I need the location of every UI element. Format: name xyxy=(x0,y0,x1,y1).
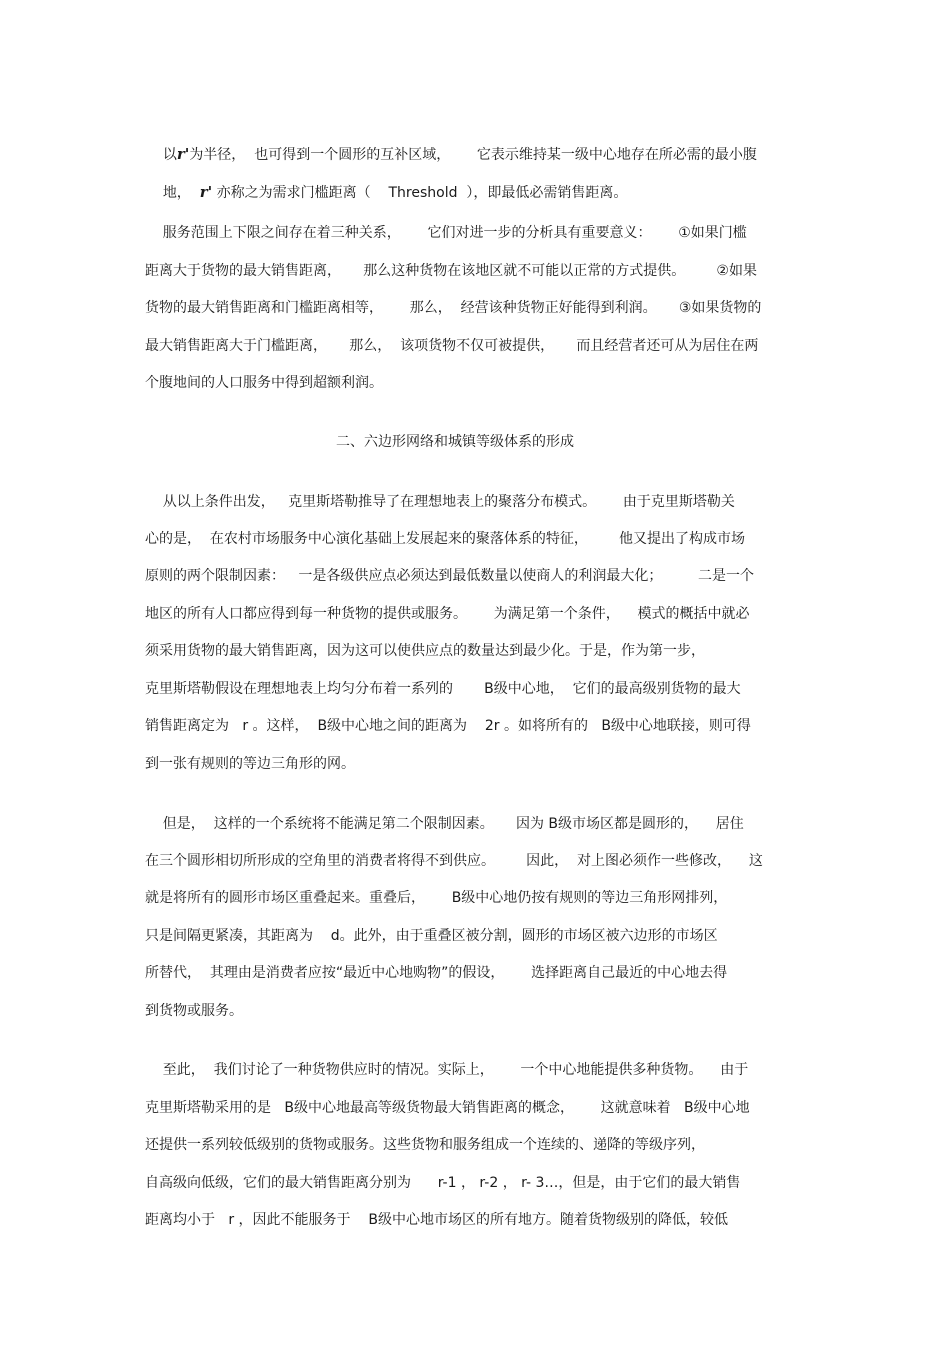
text-line: 克里斯塔勒采用的是 B级中心地最高等级货物最大销售距离的概念， 这就意味着 B级中心地 xyxy=(145,1100,750,1116)
text-line: 到货物或服务。 xyxy=(145,1003,243,1019)
text-line: 还提供一系列较低级别的货物或服务。这些货物和服务组成一个连续的、递降的等级序列， xyxy=(145,1137,705,1153)
text-line: 心的是， 在农村市场服务中心演化基础上发展起来的聚落体系的特征， 他又提出了构成市场 xyxy=(145,531,746,547)
text-line: 就是将所有的圆形市场区重叠起来。重叠后， B级中心地仍按有规则的等边三角形网排列， xyxy=(145,890,728,906)
text-line: 到一张有规则的等边三角形的网。 xyxy=(145,756,355,772)
text-line: 只是间隔更紧凑，其距离为 d。此外，由于重叠区被分割，圆形的市场区被六边形的市场区 xyxy=(145,928,718,944)
text-line: 在三个圆形相切所形成的空角里的消费者将得不到供应。 因此， 对上图必须作一些修改， 这 xyxy=(145,853,763,869)
text-line: 距离大于货物的最大销售距离， 那么这种货物在该地区就不可能以正常的方式提供。 ②如果 xyxy=(145,263,757,279)
text-line: 地区的所有人口都应得到每一种货物的提供或服务。 为满足第一个条件， 模式的概括中就必 xyxy=(145,606,750,622)
text-line: 最大销售距离大于门槛距离， 那么， 该项货物不仅可被提供， 而且经营者还可从为居住在两 xyxy=(145,338,759,354)
r-prime-symbol: r' xyxy=(176,145,190,163)
text-line: 服务范围上下限之间存在着三种关系， 它们对进一步的分析具有重要意义： ①如果门槛 xyxy=(145,225,747,241)
text-line: 自高级向低级，它们的最大销售距离分别为 r-1 ， r-2 ， r- 3…，但是，由于它们的最大销售 xyxy=(145,1175,741,1191)
text-line: 所替代， 其理由是消费者应按“最近中心地购物”的假设， 选择距离自己最近的中心地去得 xyxy=(145,965,728,981)
text-line: 地， r' 亦称之为需求门槛距离（ Threshold ），即最低必需销售距离。 xyxy=(162,183,628,201)
text-line: 货物的最大销售距离和门槛距离相等， 那么， 经营该种货物正好能得到利润。 ③如果货物的 xyxy=(145,300,762,316)
r-prime-symbol: r' xyxy=(199,183,213,201)
text-line: 克里斯塔勒假设在理想地表上均匀分布着一系列的 B级中心地， 它们的最高级别货物的最大 xyxy=(145,681,741,697)
text-line: 原则的两个限制因素： 一是各级供应点必须达到最低数量以使商人的利润最大化； 二是一个 xyxy=(145,568,754,584)
text-line: 但是， 这样的一个系统将不能满足第二个限制因素。 因为 B级市场区都是圆形的， 居住 xyxy=(145,816,744,832)
text-line: 个腹地间的人口服务中得到超额利润。 xyxy=(145,375,383,391)
text-line: 距离均小于 r ，因此不能服务于 B级中心地市场区的所有地方。随着货物级别的降低，较低 xyxy=(145,1212,728,1228)
text-line: 须采用货物的最大销售距离，因为这可以使供应点的数量达到最少化。于是，作为第一步， xyxy=(145,643,705,659)
text-line: 从以上条件出发， 克里斯塔勒推导了在理想地表上的聚落分布模式。 由于克里斯塔勒关 xyxy=(145,494,735,510)
text-line: 以r'为半径， 也可得到一个圆形的互补区域， 它表示维持某一级中心地存在所必需的最小腹 xyxy=(162,145,757,163)
section-heading: 二、六边形网络和城镇等级体系的形成 xyxy=(336,434,574,450)
text-line: 至此， 我们讨论了一种货物供应时的情况。实际上， 一个中心地能提供多种货物。 由于 xyxy=(145,1062,749,1078)
text-line: 销售距离定为 r 。这样， B级中心地之间的距离为 2r 。如将所有的 B级中心地联接，则可得 xyxy=(145,718,751,734)
